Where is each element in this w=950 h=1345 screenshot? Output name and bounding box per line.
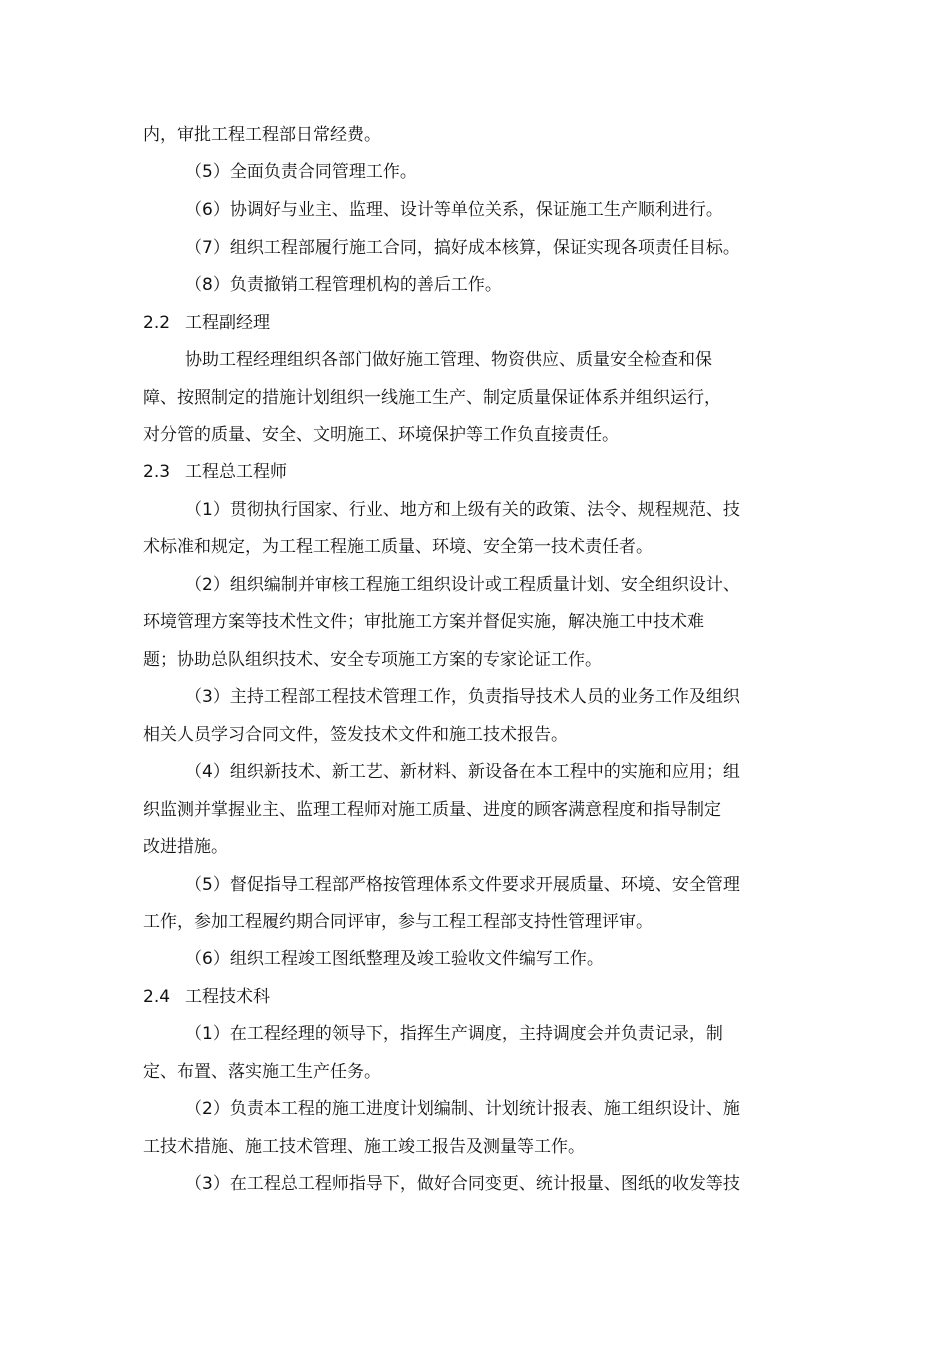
paragraph-line: 工作，参加工程履约期合同评审，参与工程工程部支持性管理评审。 <box>143 912 653 932</box>
section-number: 2.2 <box>143 313 171 333</box>
paragraph-line: 障、按照制定的措施计划组织一线施工生产、制定质量保证体系并组织运行， <box>143 388 721 408</box>
paragraph-line: 对分管的质量、安全、文明施工、环境保护等工作负直接责任。 <box>143 425 619 445</box>
section-heading-2-2 <box>143 313 270 333</box>
list-item: （2）组织编制并审核工程施工组织设计或工程质量计划、安全组织设计、 <box>185 575 740 595</box>
list-item: （3）在工程总工程师指导下，做好合同变更、统计报量、图纸的收发等技 <box>185 1174 740 1194</box>
paragraph-line: 定、布置、落实施工生产任务。 <box>143 1062 381 1082</box>
section-heading-2-4 <box>143 987 270 1007</box>
section-number: 2.3 <box>143 462 171 482</box>
list-item: （8）负责撤销工程管理机构的善后工作。 <box>185 275 502 295</box>
paragraph-line: 织监测并掌握业主、监理工程师对施工质量、进度的顾客满意程度和指导制定 <box>143 800 721 820</box>
paragraph-line: 环境管理方案等技术性文件；审批施工方案并督促实施，解决施工中技术难 <box>143 612 704 632</box>
paragraph-line: 内，审批工程工程部日常经费。 <box>143 125 381 145</box>
paragraph-line: 改进措施。 <box>143 837 228 857</box>
paragraph-line: 术标准和规定，为工程工程施工质量、环境、安全第一技术责任者。 <box>143 537 653 557</box>
paragraph-line: 题；协助总队组织技术、安全专项施工方案的专家论证工作。 <box>143 650 602 670</box>
list-item: （6）协调好与业主、监理、设计等单位关系，保证施工生产顺利进行。 <box>185 200 723 220</box>
paragraph-line: 协助工程经理组织各部门做好施工管理、物资供应、质量安全检查和保 <box>185 350 712 370</box>
list-item: （7）组织工程部履行施工合同，搞好成本核算，保证实现各项责任目标。 <box>185 238 740 258</box>
paragraph-line: 相关人员学习合同文件，签发技术文件和施工技术报告。 <box>143 725 568 745</box>
list-item: （6）组织工程竣工图纸整理及竣工验收文件编写工作。 <box>185 949 604 969</box>
section-title: 工程副经理 <box>185 313 270 333</box>
list-item: （1）贯彻执行国家、行业、地方和上级有关的政策、法令、规程规范、技 <box>185 500 740 520</box>
list-item: （5）督促指导工程部严格按管理体系文件要求开展质量、环境、安全管理 <box>185 875 740 895</box>
section-number: 2.4 <box>143 987 171 1007</box>
list-item: （3）主持工程部工程技术管理工作，负责指导技术人员的业务工作及组织 <box>185 687 740 707</box>
list-item: （4）组织新技术、新工艺、新材料、新设备在本工程中的实施和应用；组 <box>185 762 740 782</box>
paragraph-line: 工技术措施、施工技术管理、施工竣工报告及测量等工作。 <box>143 1137 585 1157</box>
section-title: 工程总工程师 <box>185 462 287 482</box>
section-title: 工程技术科 <box>185 987 270 1007</box>
list-item: （1）在工程经理的领导下，指挥生产调度，主持调度会并负责记录，制 <box>185 1024 723 1044</box>
section-heading-2-3 <box>143 462 287 482</box>
list-item: （2）负责本工程的施工进度计划编制、计划统计报表、施工组织设计、施 <box>185 1099 740 1119</box>
list-item: （5）全面负责合同管理工作。 <box>185 162 417 182</box>
